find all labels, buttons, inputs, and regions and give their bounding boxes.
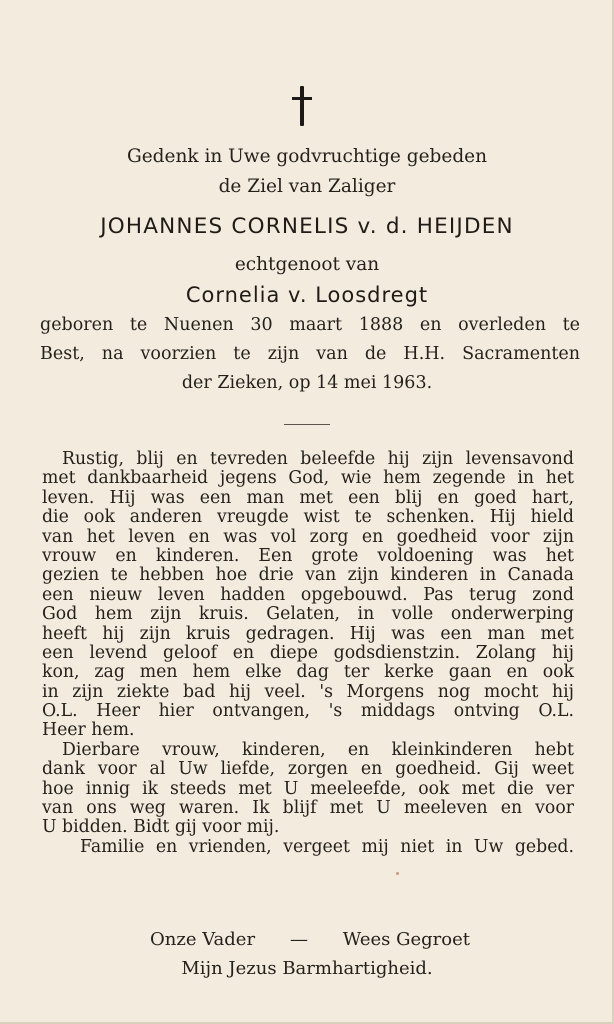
- birth-death-line-2: Best, na voorzien te zijn van de H.H. Sacramenten: [40, 344, 580, 364]
- eulogy-line: gezien te hebben hoe drie van zijn kinderen in Canada: [42, 565, 574, 586]
- eulogy-line: vrouw en kinderen. Een grote voldoening was het: [42, 545, 574, 566]
- prayer-line-1: [150, 929, 470, 950]
- eulogy-line: Rustig, blij en tevreden beleefde hij zijn levensavond: [62, 449, 574, 469]
- birth-death-line-1: geboren te Nuenen 30 maart 1888 en overleden te: [40, 315, 580, 335]
- cross-icon: [292, 86, 312, 126]
- prayer-wees-gegroet: Wees Gegroet: [342, 929, 470, 950]
- eulogy-line: heeft hij zijn kruis gedragen. Hij was een man met: [42, 623, 574, 644]
- deceased-name: JOHANNES CORNELIS v. d. HEIJDEN: [100, 214, 514, 239]
- eulogy-line: kon, zag men hem elke dag ter kerke gaan en ook: [42, 662, 574, 683]
- eulogy-line: dank voor al Uw liefde, zorgen en goedheid. Gij weet: [42, 759, 574, 780]
- eulogy-line: die ook anderen vreugde wist te schenken. Hij hield: [42, 507, 574, 528]
- prayer-onze-vader: Onze Vader: [150, 929, 256, 950]
- eulogy-line: een levend geloof en diepe godsdienstzin. Zolang hij: [42, 642, 574, 663]
- intro-line-1: Gedenk in Uwe godvruchtige gebeden: [126, 146, 488, 167]
- eulogy-line: hoe innig ik steeds met U meeleefde, ook met die ver: [42, 778, 574, 799]
- eulogy-line: met dankbaarheid jegens God, wie hem zegende in het: [42, 468, 574, 489]
- intro-line-2: de Ziel van Zaliger: [218, 176, 396, 197]
- prayer-dash: —: [289, 929, 308, 950]
- eulogy-line: van ons weg waren. Ik blijf met U meeleven en voor: [42, 798, 574, 819]
- paper-speck: [396, 872, 399, 875]
- eulogy-line: van het leven en was vol zorg en goedheid voor zijn: [42, 526, 574, 547]
- birth-death-line-3: der Zieken, op 14 mei 1963.: [181, 373, 433, 393]
- eulogy-line: in zijn ziekte bad hij veel. 's Morgens nog mocht hij: [42, 681, 574, 702]
- eulogy-line: O.L. Heer hier ontvangen, 's middags ontving O.L.: [42, 701, 574, 722]
- eulogy-line: Familie en vrienden, vergeet mij niet in Uw gebed.: [80, 836, 574, 857]
- spouse-name: Cornelia v. Loosdregt: [185, 283, 429, 307]
- eulogy-line: God hem zijn kruis. Gelaten, in volle onderwerping: [42, 604, 574, 625]
- spouse-intro: echtgenoot van: [234, 254, 380, 275]
- divider-rule: [284, 424, 330, 425]
- eulogy-line: leven. Hij was een man met een blij en goed hart,: [42, 487, 574, 508]
- eulogy-line: Heer hem.: [42, 720, 135, 741]
- eulogy-text: [42, 450, 574, 857]
- eulogy-line: een nieuw leven hadden opgebouwd. Pas terug zond: [42, 584, 574, 605]
- eulogy-line: U bidden. Bidt gij voor mij.: [42, 817, 280, 838]
- eulogy-line: Dierbare vrouw, kinderen, en kleinkinderen hebt: [62, 739, 574, 760]
- prayer-line-2: Mijn Jezus Barmhartigheid.: [181, 958, 433, 979]
